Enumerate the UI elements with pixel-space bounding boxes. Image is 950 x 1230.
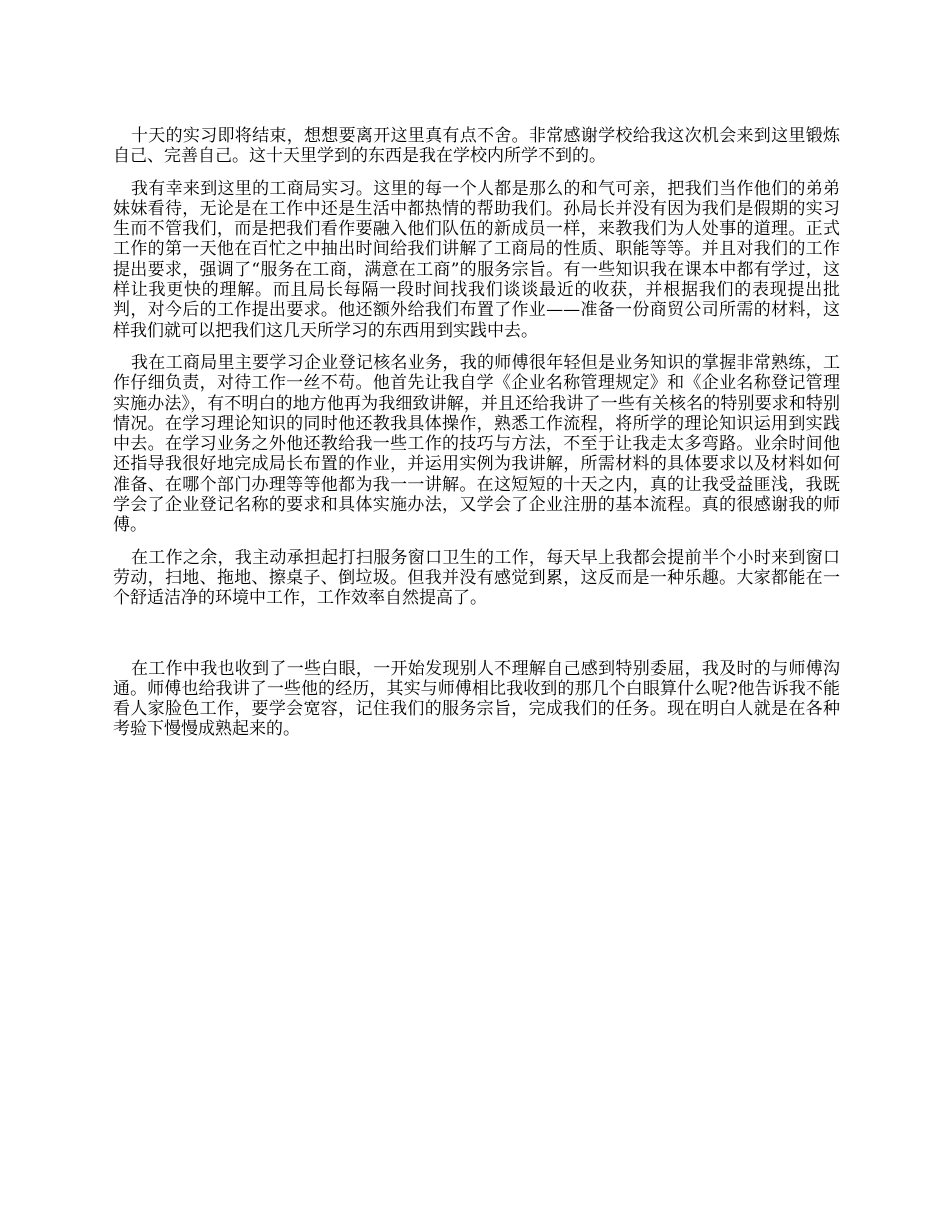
paragraph-5: 在工作中我也收到了一些白眼，一开始发现别人不理解自己感到特别委屈，我及时的与师傅沟通。师傅也给我讲了一些他的经历，其实与师傅相比我收到的那几个白眼算什么呢?他告诉我不能看人家脸色工作，要学会宽容，记住我们的服务宗旨，完成我们的任务。现在明白人就是在各种考验下慢慢成熟起来的。	[113, 658, 840, 740]
paragraph-4: 在工作之余，我主动承担起打扫服务窗口卫生的工作，每天早上我都会提前半个小时来到窗口劳动，扫地、拖地、擦桌子、倒垃圾。但我并没有感觉到累，这反而是一种乐趣。大家都能在一个舒适洁净的环境中工作，工作效率自然提高了。	[113, 547, 840, 609]
paragraph-1: 十天的实习即将结束，想想要离开这里真有点不舍。非常感谢学校给我这次机会来到这里锻炼自己、完善自己。这十天里学到的东西是我在学校内所学不到的。	[113, 126, 840, 167]
document-body	[113, 126, 840, 752]
paragraph-3: 我在工商局里主要学习企业登记核名业务，我的师傅很年轻但是业务知识的掌握非常熟练，工作仔细负责，对待工作一丝不苟。他首先让我自学《企业名称管理规定》和《企业名称登记管理实施办法》，有不明白的地方他再为我细致讲解，并且还给我讲了一些有关核名的特别要求和特别情况。在学习理论知识的同时他还教我具体操作，熟悉工作流程，将所学的理论知识运用到实践中去。在学习业务之外他还教给我一些工作的技巧与方法，不至于让我走太多弯路。业余时间他还指导我很好地完成局长布置的作业，并运用实例为我讲解，所需材料的具体要求以及材料如何准备、在哪个部门办理等等他都为我一一讲解。在这短短的十天之内，真的让我受益匪浅，我既学会了企业登记名称的要求和具体实施办法，又学会了企业注册的基本流程。真的很感谢我的师傅。	[113, 352, 840, 536]
paragraph-2: 我有幸来到这里的工商局实习。这里的每一个人都是那么的和气可亲，把我们当作他们的弟弟妹妹看待，无论是在工作中还是生活中都热情的帮助我们。孙局长并没有因为我们是假期的实习生而不管我们，而是把我们看作要融入他们队伍的新成员一样，来教我们为人处事的道理。正式工作的第一天他在百忙之中抽出时间给我们讲解了工商局的性质、职能等等。并且对我们的工作提出要求，强调了“服务在工商，满意在工商”的服务宗旨。有一些知识我在课本中都有学过，这样让我更快的理解。而且局长每隔一段时间找我们谈谈最近的收获，并根据我们的表现提出批判，对今后的工作提出要求。他还额外给我们布置了作业——准备一份商贸公司所需的材料，这样我们就可以把我们这几天所学习的东西用到实践中去。	[113, 178, 840, 341]
